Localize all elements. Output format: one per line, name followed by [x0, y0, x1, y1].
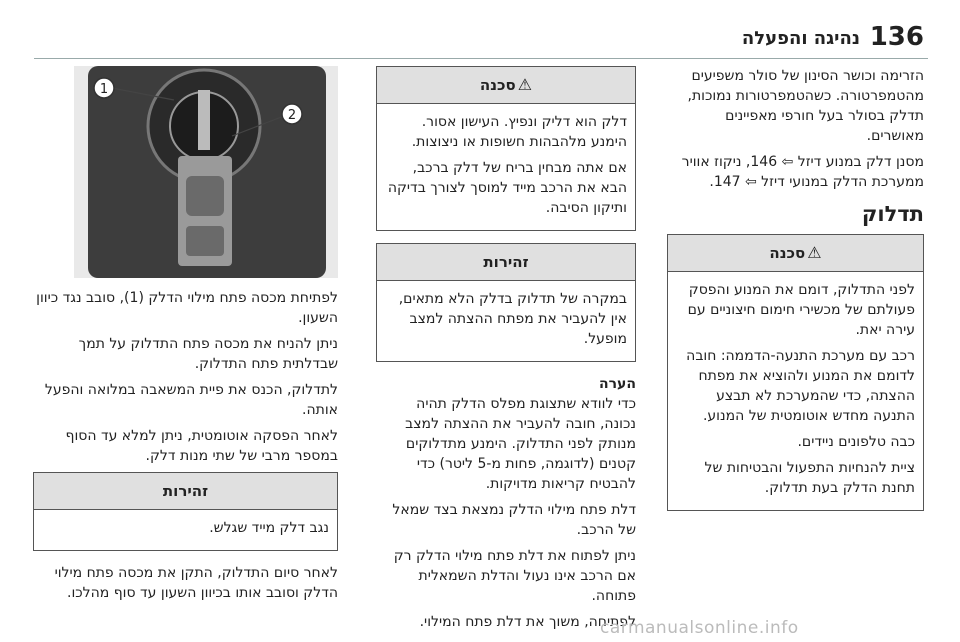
fuel-door-unlock: ניתן לפתוח את דלת פתח מילוי הדלק רק אם הרכב אינו נעול והדלת השמאלית פתוחה. — [393, 548, 636, 604]
note-text: כדי לוודא שתצוגת מפלס הדלק תהיה נכונה, חובה להעביר את ההצתה למצב מנותק לפני התדלוק. הימנע מתדלוקים קטנים (לדוגמה, פחות מ-5 ליטר) כדי להבטיח קריאות מדויקות. — [405, 396, 636, 492]
callout-1: 1 — [99, 82, 109, 97]
danger-box-header: ⚠סכנה — [377, 67, 635, 104]
danger-box — [667, 234, 924, 511]
cap-close-text: לאחר סיום התדלוק, התקן את מכסה פתח מילוי הדלק וסובב אותו בכיוון השעון עד סוף מהלכו. — [54, 565, 338, 601]
danger-text: דלק הוא דליק ונפיץ. העישון אסור. הימנע מלהבהות חשופות או ניצוצות. — [411, 114, 627, 150]
cap-holder-text: ניתן להניח את מכסה פתח התדלוק על תמך שבדלתית פתח התדלוק. — [78, 336, 338, 372]
column-middle — [376, 66, 636, 638]
nozzle-insert-text: לתדלוק, הכנס את פיית המשאבה במלואה והפעל אותה. — [44, 382, 338, 418]
caution-text: במקרה של תדלוק בדלק הלא מתאים, אין להעביר את מפתח ההצתה למצב מופעל. — [398, 291, 627, 347]
watermark: carmanualsonline.info — [600, 618, 799, 638]
section-heading-refueling: תדלוק — [861, 202, 924, 226]
header-divider — [34, 58, 928, 59]
fuel-flow-paragraph: הזרימה וכושר הסינון של סולר משפיעים מהטמפרטורה. כשהטמפרטורות נמוכות, תדלק בסולר בעל חורפי מאפיינים מאושרים. — [687, 68, 924, 144]
danger-box — [376, 66, 636, 231]
cap-open-text: לפתיחת מכסה פתח מילוי הדלק (1), סובב נגד כיוון השעון. — [36, 290, 338, 326]
fuel-door-open: לפתיחה, משוך את דלת פתח המילוי. — [419, 614, 636, 630]
caution-text: נגב דלק מייד שגלש. — [209, 520, 329, 536]
topup-text: לאחר הפסקה אוטומטית, ניתן למלא עד הסוף במספר מרבי של שתי מנות דלק. — [65, 428, 338, 464]
fuel-cap-illustration — [74, 66, 338, 278]
column-right — [667, 66, 924, 523]
column-left — [33, 66, 338, 609]
danger-text: רכב עם מערכת התנעה-הדממה: חובה לדומם את המנוע ולהוציא את מפתח ההצתה, כדי שהמערכת לא תבצע התנעה מחדש אוטומטית של המנוע. — [686, 348, 915, 424]
danger-text: כבה טלפונים ניידים. — [797, 434, 915, 450]
caution-box-header: זהירות — [377, 244, 635, 281]
danger-text: לפני התדלוק, דומם את המנוע והפסק פעולתם של מכשירי חימום חיצוניים עם עירה יאת. — [687, 282, 915, 338]
note-heading: הערה — [599, 376, 636, 392]
warning-triangle-icon: ⚠ — [517, 75, 533, 94]
fuel-filler-photo — [74, 66, 338, 278]
section-title: נהיגה והפעלה — [741, 28, 860, 49]
page-number: 136 — [869, 22, 924, 52]
danger-text: ציית להנחיות התפעול והבטיחות של תחנת הדלק בעת תדלוק. — [704, 460, 915, 496]
danger-text: אם אתה מבחין בריח של דלק ברכב, הבא את הרכב מייד למוסך לצורך בדיקה ותיקון הסיבה. — [387, 160, 627, 216]
fuel-door-location: דלת פתח מילוי הדלק נמצאת בצד שמאל של הרכב. — [392, 502, 636, 538]
callout-2: 2 — [287, 108, 297, 123]
danger-box-header: ⚠סכנה — [668, 235, 923, 272]
warning-triangle-icon: ⚠ — [807, 243, 822, 262]
caution-box — [376, 243, 636, 362]
filter-reference-paragraph: מסנן דלק במנוע דיזל ⇦ 146, ניקוז אוויר ממערכת הדלק במנועי דיזל ⇦ 147. — [681, 154, 924, 190]
caution-box-header: זהירות — [34, 473, 337, 510]
caution-box — [33, 472, 338, 551]
